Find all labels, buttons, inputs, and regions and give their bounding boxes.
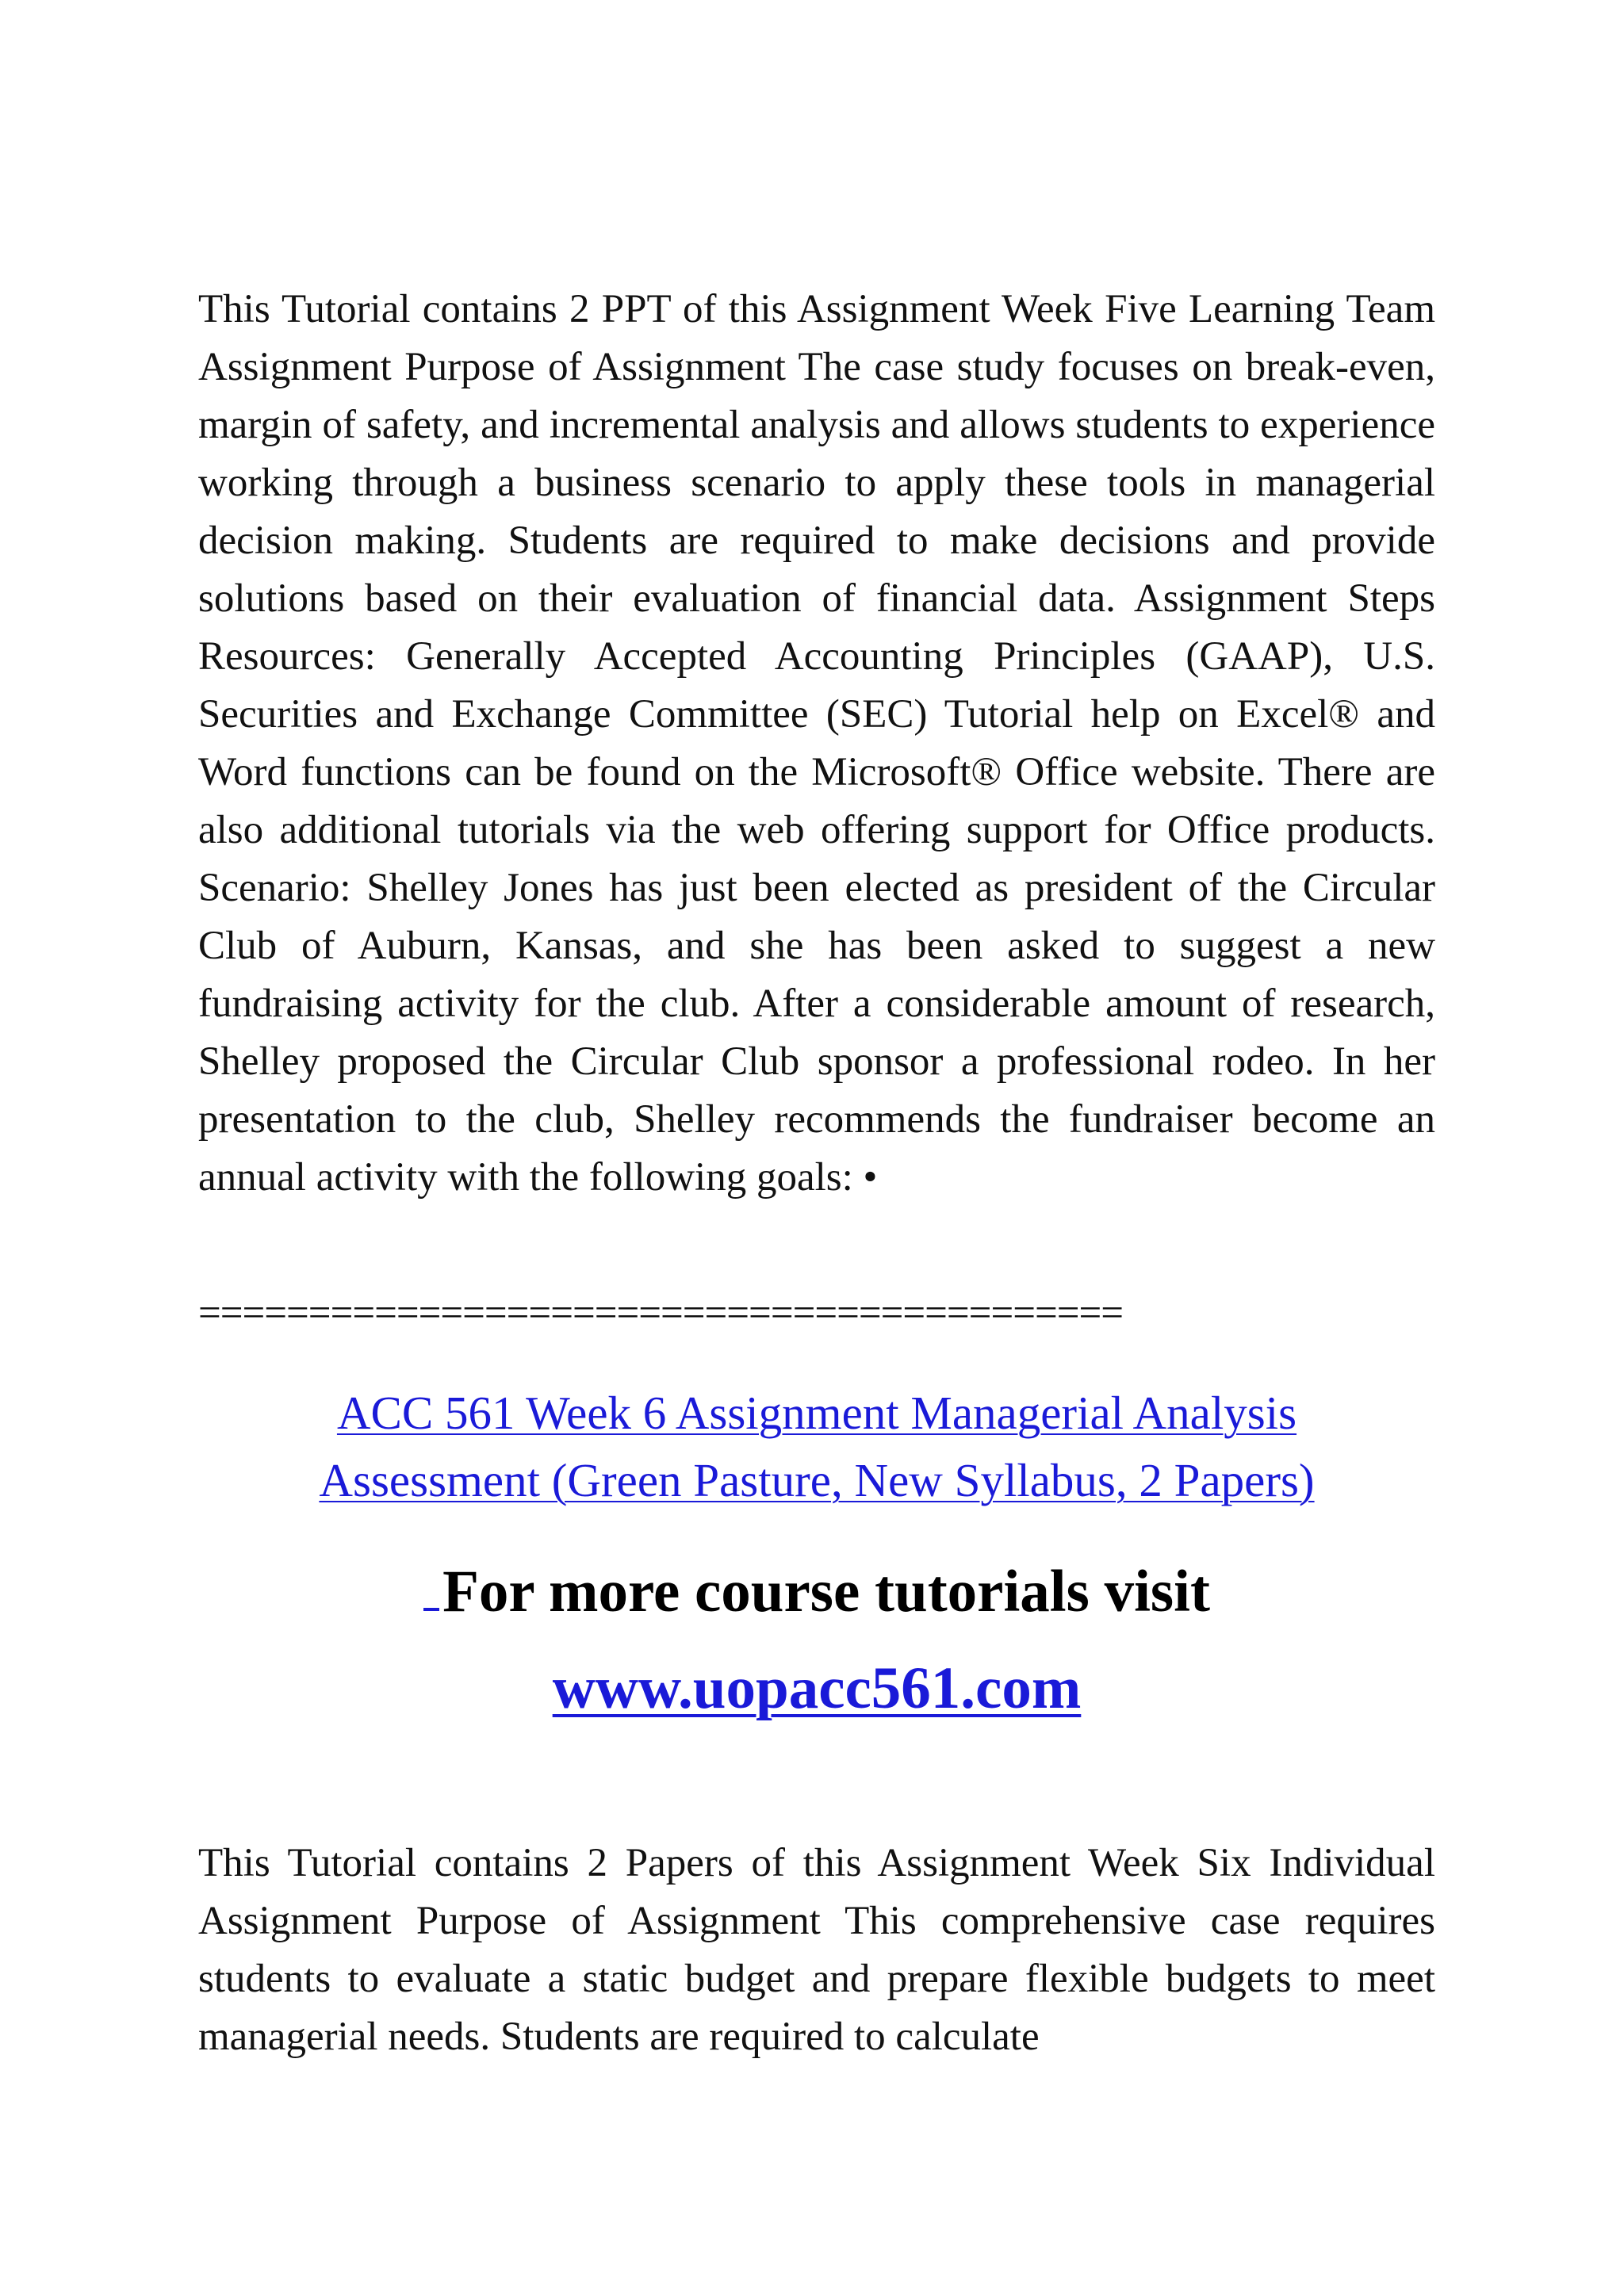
website-link[interactable]: www.uopacc561.com — [552, 1655, 1082, 1721]
visit-heading — [198, 1544, 1435, 1632]
course-link-block — [198, 1380, 1435, 1514]
visit-heading-text: For more course tutorials visit — [442, 1559, 1210, 1624]
tutorial-description-week-six: This Tutorial contains 2 Papers of this Assignment Week Six Individual Assignment Purpose of Assignment This comprehensive case requires students to evaluate a static budget and prepare flexible budgets to meet managerial needs. Students are required to calculate — [198, 1841, 1435, 2059]
course-title-line-2: Assessment (Green Pasture, New Syllabus, 2 Papers) — [319, 1454, 1315, 1506]
course-title-link[interactable] — [319, 1387, 1314, 1506]
tutorial-description-week-five: This Tutorial contains 2 PPT of this Assignment Week Five Learning Team Assignment Purpose of Assignment The case study focuses on break-even, margin of safety, and incremental analysis and allows students to experience working through a business scenario to apply these tools in managerial decision making. Students are required to make decisions and provide solutions based on their evaluation of financial data. Assignment Steps Resources: Generally Accepted Accounting Principles (GAAP), U.S. Securities and Exchange Committee (SEC) Tutorial help on Excel® and Word functions can be found on the Microsoft® Office website. There are also additional tutorials via the web offering support for Office products. Scenario: Shelley Jones has just been elected as president of the Circular Club of Auburn, Kansas, and she has been asked to suggest a new fundraising activity for the club. After a considerable amount of research, Shelley proposed the Circular Club sponsor a professional rodeo. In her presentation to the club, Shelley recommends the fundraiser become an annual activity with the following goals: • — [198, 287, 1435, 1200]
site-link-block — [198, 1649, 1435, 1728]
separator-line: ========================================== — [198, 1291, 1124, 1335]
empty-link-anchor[interactable] — [423, 1544, 439, 1611]
course-title-line-1: ACC 561 Week 6 Assignment Managerial Analysis — [336, 1387, 1297, 1439]
